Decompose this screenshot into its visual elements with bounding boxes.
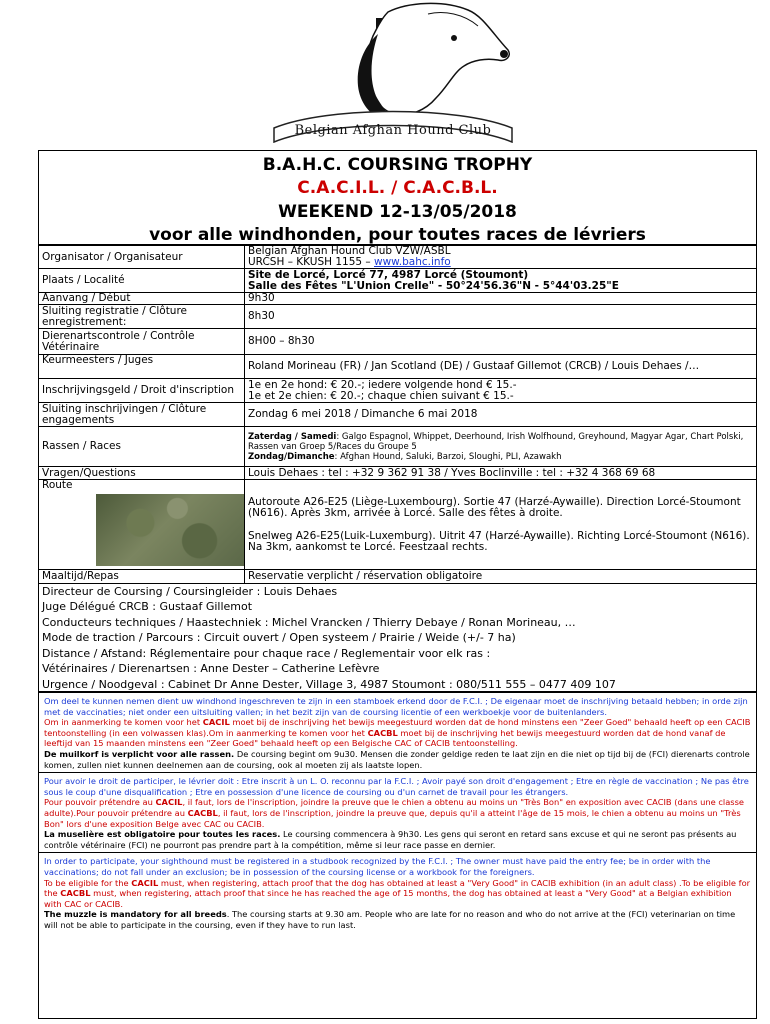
table-row <box>39 246 757 269</box>
event-dates: WEEKEND 12-13/05/2018 <box>278 202 517 222</box>
notes-nl <box>39 693 756 772</box>
row-label: Maaltijd/Repas <box>39 570 245 583</box>
text: must, when registering, attach proof that the dog has obtained at least a "Very Good" in CACIB exhibition (in an adult class) .To be eligible for the <box>44 877 751 899</box>
text: Pour pouvoir prétendre au <box>44 797 156 808</box>
organizer-ids <box>248 257 754 268</box>
text: , il faut, lors de l'inscription, joindre la preuve que, depuis qu'il a atteint l'âge de 15 mois, le chien a obtenu au moins un "Très Bon" lors d'une exposition Belge avec CAC ou CACIB. <box>44 807 741 829</box>
list-item: Directeur de Coursing / Coursingleider : Louis Dehaes <box>42 584 338 598</box>
text: CACIL <box>202 717 230 728</box>
venue-hall: Salle des Fêtes "L'Union Crelle" - 50°24'56.36"N - 5°44'03.25"E <box>248 279 619 292</box>
text: The muzzle is mandatory for all breeds <box>44 909 227 920</box>
event-header <box>39 151 756 245</box>
row-value <box>245 427 758 467</box>
saturday-label: Zaterdag / Samedi <box>248 431 337 442</box>
event-info-frame <box>38 150 757 692</box>
event-certificates: C.A.C.I.L. / C.A.C.B.L. <box>297 178 498 198</box>
table-row <box>39 427 757 467</box>
route-label: Route <box>42 479 73 491</box>
website-link[interactable]: www.bahc.info <box>374 256 451 268</box>
list-item: Urgence / Noodgeval : Cabinet Dr Anne Dester, Village 3, 4987 Stoumont : 080/511 555 – 0477 409 107 <box>42 677 616 691</box>
fr-muzzle <box>44 829 751 850</box>
club-logo <box>268 0 518 143</box>
row-label: Sluiting registratie / Clôture enregistrement: <box>39 305 245 329</box>
nl-certificates <box>44 717 751 749</box>
row-value <box>245 379 758 403</box>
table-row <box>39 305 757 329</box>
row-value: Louis Dehaes : tel : +32 9 362 91 38 / Yves Boclinville : tel : +32 4 368 69 68 <box>245 467 758 480</box>
row-label: Inschrijvingsgeld / Droit d'inscription <box>39 379 245 403</box>
list-item: Vétérinaires / Dierenartsen : Anne Dester – Catherine Lefèvre <box>42 662 380 675</box>
text: moet bij de inschrijving het bewijs meegestuurd worden dat de hond vanaf de leeftijd van 15 maanden minstens een "Zeer Goed" behaald heeft op een Belgische CAC of CACIB tentoonstelling. <box>44 727 726 749</box>
list-item: Mode de traction / Parcours : Circuit ouvert / Open systeem / Prairie / Weide (+/- 7 ha) <box>42 631 516 644</box>
route-nl: Snelweg A26-E25(Luik-Luxemburg). Uitrit 47 (Harzé-Aywaille). Richting Lorcé-Stoumont (N616). Na 3km, aankomst te Lorcé. Feestzaal rechts. <box>248 529 750 553</box>
event-title: B.A.H.C. COURSING TROPHY <box>262 155 533 175</box>
fee-nl: 1e en 2e hond: € 20.-; iedere volgende hond € 15.- <box>248 378 517 391</box>
table-row <box>39 269 757 293</box>
organizer-registration: URCSH – KKUSH 1155 – <box>248 256 374 268</box>
en-muzzle <box>44 909 751 930</box>
en-participation: In order to participate, your sighthound must be registered in a studbook recognized by the F.C.I. ; The owner must have paid the entry fee; be in order with the vaccinations; do not fall under an exclusion; be in possession of the coursing license or a workbook for the foreigners. <box>44 856 711 877</box>
nl-participation: Om deel te kunnen nemen dient uw windhond ingeschreven te zijn in een stamboek erkend door de F.C.I. ; De eigenaar moet de inschrijving betaald hebben; in orde zijn met de vaccinaties; niet onder een uitsluiting vallen; in het bezit zijn van de coursing licentie of een werkboekje voor de buitenlanders. <box>44 696 748 717</box>
text: De muilkorf is verplicht voor alle rassen. <box>44 748 235 759</box>
fee-fr: 1e et 2e chien: € 20.-; chaque chien suivant € 15.- <box>248 389 514 402</box>
text: Om in aanmerking te komen voor het <box>44 717 203 728</box>
row-value: 8h30 <box>245 305 758 329</box>
fr-certificates <box>44 797 751 829</box>
fr-participation: Pour avoir le droit de participer, le lévrier doit : Etre inscrit à un L. O. reconnu par la F.C.I. ; Avoir payé son droit d'engagement ; Etre en règle de vaccination ; Ne pas être sous le coup d'une disqualification ; Etre en possession d'une licence de coursing ou d'un carnet de travail pour les étrangers. <box>44 776 749 797</box>
afghan-hound-head-icon <box>358 3 510 120</box>
sunday-label: Zondag/Dimanche <box>248 451 335 462</box>
row-value: Reservatie verplicht / réservation obligatoire <box>245 570 758 583</box>
text: must, when registering, attach proof that since he has reached the age of 15 months, the dog has obtained at least a "Very Good" at a Belgian exhibition with CAC or CACIB. <box>44 888 732 909</box>
text: CACBL <box>60 888 91 899</box>
table-row <box>39 293 757 305</box>
en-certificates <box>44 878 751 910</box>
row-label <box>39 480 245 570</box>
row-value <box>245 269 758 293</box>
row-value: Roland Morineau (FR) / Jan Scotland (DE) / Gustaaf Gillemot (CRCB) / Louis Dehaes /… <box>245 355 758 379</box>
text: . The coursing starts at 9.30 am. People who are late for no reason and who do not arrive at the (FCI) veterinarian on time will not be able to participate in the coursing, even if they have to run last. <box>44 909 736 930</box>
text: Le coursing commencera à 9h30. Les gens qui seront en retard sans excuse et qui ne seront pas présents au contrôle vétérinaire (FCI) ne pourront pas prendre part à la compétition, même si leur race passe en dernier. <box>44 829 737 850</box>
list-item: Conducteurs techniques / Haastechniek : Michel Vrancken / Thierry Debaye / Ronan Morineau, … <box>42 615 576 629</box>
text: CACBL <box>367 727 398 738</box>
venue-address: Site de Lorcé, Lorcé 77, 4987 Lorcé (Stoumont) <box>248 268 529 281</box>
list-item: Juge Délégué CRCB : Gustaaf Gillemot <box>42 600 253 613</box>
text: La muselière est obligatoire pour toutes les races. <box>44 829 281 840</box>
table-row <box>39 570 757 583</box>
row-label: Rassen / Races <box>39 427 245 467</box>
rules-notes <box>38 692 757 1019</box>
notes-fr <box>39 772 756 852</box>
row-label: Aanvang / Début <box>39 293 245 305</box>
club-banner <box>274 112 512 143</box>
officials-list <box>39 583 756 693</box>
row-label: Plaats / Localité <box>39 269 245 293</box>
table-row <box>39 403 757 427</box>
row-value <box>245 246 758 269</box>
route-fr: Autoroute A26-E25 (Liège-Luxembourg). Sortie 47 (Harzé-Aywaille). Direction Lorcé-Stoumont (N616). Après 3km, arrivée à Lorcé. Salle des fêtes à droite. <box>248 495 741 519</box>
row-label: Dierenartscontrole / Contrôle Vétérinaire <box>39 329 245 355</box>
text: CACBL <box>187 807 218 818</box>
row-value: 9h30 <box>245 293 758 305</box>
list-item: Distance / Afstand: Réglementaire pour chaque race / Reglementair voor elk ras : <box>42 646 491 660</box>
text: To be eligible for the <box>44 877 132 888</box>
sunday-breeds: : Afghan Hound, Saluki, Barzoi, Sloughi, PLI, Azawakh <box>334 451 562 462</box>
notes-en <box>39 852 756 932</box>
table-row <box>39 379 757 403</box>
table-row <box>39 480 757 570</box>
club-name: Belgian Afghan Hound Club <box>294 123 492 138</box>
text: CACIL <box>131 877 159 888</box>
row-label: Organisator / Organisateur <box>39 246 245 269</box>
organizer-name: Belgian Afghan Hound Club VZW/ASBL <box>248 245 451 257</box>
text: De coursing begint om 9u30. Mensen die zonder geldige reden te laat zijn en die niet op tijd bij de (FCI) dierenarts controle komen, zullen niet kunnen deelnemen aan de coursing, ook al moeten zij als laatste lopen. <box>44 748 750 770</box>
table-row <box>39 467 757 480</box>
row-value: 8H00 – 8h30 <box>245 329 758 355</box>
row-label: Keurmeesters / Juges <box>39 355 245 379</box>
table-row <box>39 329 757 355</box>
row-label: Sluiting inschrijvingen / Clôture engagements <box>39 403 245 427</box>
text: , il faut, lors de l'inscription, joindre la preuve que le chien a obtenu au moins un "Très Bon" en exposition avec CACIB (dans une classe adulte).Pour pouvoir prétendre au <box>44 797 745 818</box>
table-row <box>39 355 757 379</box>
event-subtitle: voor alle windhonden, pour toutes races de lévriers <box>149 225 646 245</box>
info-table <box>39 245 757 583</box>
nl-muzzle <box>44 749 751 770</box>
saturday-breeds: : Galgo Espagnol, Whippet, Deerhound, Irish Wolfhound, Greyhound, Magyar Agar, Chart Polski, Rassen van Groep 5/Races du Groupe 5 <box>248 431 744 452</box>
row-value: Zondag 6 mei 2018 / Dimanche 6 mai 2018 <box>245 403 758 427</box>
text: moet bij de inschrijving het bewijs meegestuurd worden dat de hond minstens een "Zeer Goed" behaald heeft op een CACIB tentoonstelling (in een volwassen klas).Om in aanmerking te komen voor het <box>44 717 751 738</box>
route-map-image <box>96 494 241 569</box>
text: CACIL <box>155 797 183 808</box>
row-label: Vragen/Questions <box>39 467 245 480</box>
row-value <box>245 480 758 570</box>
